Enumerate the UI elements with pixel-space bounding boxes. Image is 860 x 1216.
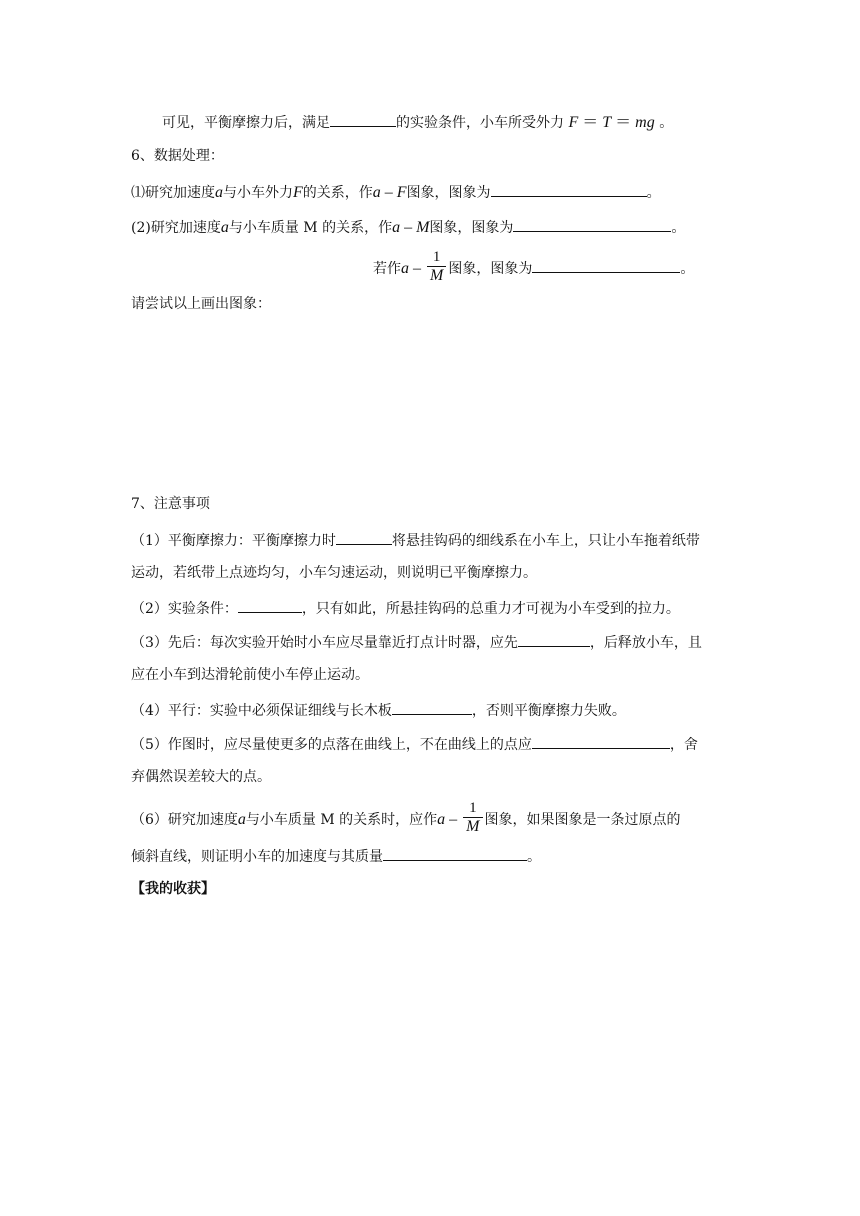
- answer-blank-note4[interactable]: [392, 698, 472, 715]
- expr-a-F: a – F: [372, 184, 407, 201]
- intro-text-2: 的实验条件，小车所受外力: [396, 115, 564, 131]
- var-a: a: [220, 219, 229, 236]
- item1-text-3: 的关系，作: [302, 185, 373, 201]
- formula-eq-2: ＝: [611, 114, 636, 131]
- intro-text-1: 可见，平衡摩擦力后，满足: [162, 115, 330, 131]
- answer-blank-note3[interactable]: [518, 630, 590, 647]
- note1-text-1: （1）平衡摩擦力：平衡摩擦力时: [131, 533, 336, 549]
- answer-blank-a-invM-graph[interactable]: [532, 256, 680, 273]
- var-a: a: [437, 811, 446, 828]
- answer-blank-condition[interactable]: [330, 110, 396, 127]
- intro-line: [162, 110, 673, 134]
- note2-text-2: ，只有如此，所悬挂钩码的总重力才可视为小车受到的拉力。: [301, 601, 680, 617]
- answer-blank-aM-graph[interactable]: [513, 215, 671, 232]
- item2b-text-2: 图象，图象为: [448, 261, 533, 277]
- fraction-1-over-M: [427, 249, 446, 285]
- formula-eq-1: ＝: [578, 114, 603, 131]
- note6-end: 。: [527, 849, 541, 865]
- section6-item2b: [373, 251, 694, 287]
- note6-text-1: （6）研究加速度: [131, 812, 238, 828]
- note6-line1: [131, 802, 681, 838]
- expr-a-M: a – M: [392, 219, 430, 236]
- harvest-heading: 【我的收获】: [131, 881, 215, 897]
- item2-text-3: 图象，图象为: [429, 220, 514, 236]
- formula-mg: mg: [635, 114, 655, 131]
- note5-line1: [131, 732, 698, 756]
- fraction-numerator: 1: [463, 800, 482, 818]
- item2-text-2: 与小车质量 M 的关系，作: [228, 220, 393, 236]
- answer-blank-note1[interactable]: [336, 528, 392, 545]
- minus-sign: –: [445, 811, 462, 828]
- draw-prompt: 请尝试以上画出图象：: [131, 296, 271, 312]
- item2b-text-1: 若作: [373, 261, 401, 277]
- note5-line2: 弃偶然误差较大的点。: [131, 769, 271, 785]
- note1-line1: [131, 528, 700, 552]
- fraction-denominator: M: [430, 267, 444, 284]
- item1-end: 。: [646, 185, 661, 201]
- note2-text-1: （2）实验条件：: [131, 601, 238, 617]
- item1-text-1: ⑴研究加速度: [131, 185, 215, 201]
- formula-T: T: [602, 114, 612, 131]
- note6-text-3: 图象，如果图象是一条过原点的: [484, 812, 681, 828]
- note5-text-1: （5）作图时，应尽量使更多的点落在曲线上，不在曲线上的点应: [131, 737, 532, 753]
- var-a: a: [237, 811, 246, 828]
- item2-text-1: (2)研究加速度: [131, 220, 221, 236]
- var-F: F: [293, 184, 303, 201]
- section6-item1: [131, 180, 661, 204]
- answer-blank-note6[interactable]: [383, 844, 527, 861]
- section7-heading: 7、注意事项: [131, 496, 210, 512]
- note3-text-2: ，后释放小车，且: [589, 635, 702, 651]
- formula-F: F: [568, 114, 579, 131]
- answer-blank-note2[interactable]: [238, 596, 302, 613]
- item2b-end: 。: [680, 261, 695, 277]
- note6-line2: [131, 844, 541, 868]
- note4-text-1: （4）平行：实验中必须保证细线与长木板: [131, 703, 392, 719]
- note1-line2: 运动，若纸带上点迹均匀，小车匀速运动，则说明已平衡摩擦力。: [131, 565, 537, 581]
- item1-text-4: 图象，图象为: [406, 185, 491, 201]
- note4-text-2: ，否则平衡摩擦力失败。: [471, 703, 626, 719]
- drawing-area[interactable]: [131, 325, 731, 485]
- note3-line1: [131, 630, 702, 654]
- note1-text-2: 将悬挂钩码的细线系在小车上，只让小车拖着纸带: [391, 533, 700, 549]
- item1-text-2: 与小车外力: [223, 185, 293, 201]
- fraction-numerator: 1: [427, 249, 446, 267]
- var-a: a: [215, 184, 223, 201]
- note3-text-1: （3）先后：每次实验开始时小车应尽量靠近打点计时器，应先: [131, 635, 518, 651]
- minus-sign: –: [409, 260, 425, 277]
- var-a: a: [401, 260, 409, 277]
- fraction-1-over-M: [463, 800, 482, 836]
- note6-text-2: 与小车质量 M 的关系时，应作: [245, 812, 438, 828]
- intro-end: 。: [659, 115, 674, 131]
- note6-text-4: 倾斜直线，则证明小车的加速度与其质量: [131, 849, 383, 865]
- note4-line: [131, 698, 626, 722]
- fraction-denominator: M: [466, 818, 480, 835]
- note2-line: [131, 596, 680, 620]
- note3-line2: 应在小车到达滑轮前使小车停止运动。: [131, 667, 369, 683]
- section6-heading: 6、数据处理：: [131, 148, 224, 164]
- item2-end: 。: [671, 220, 686, 236]
- section6-item2: [131, 215, 685, 239]
- note5-text-2: ，舍: [669, 737, 698, 753]
- answer-blank-note5[interactable]: [532, 732, 670, 749]
- answer-blank-aF-graph[interactable]: [491, 180, 647, 197]
